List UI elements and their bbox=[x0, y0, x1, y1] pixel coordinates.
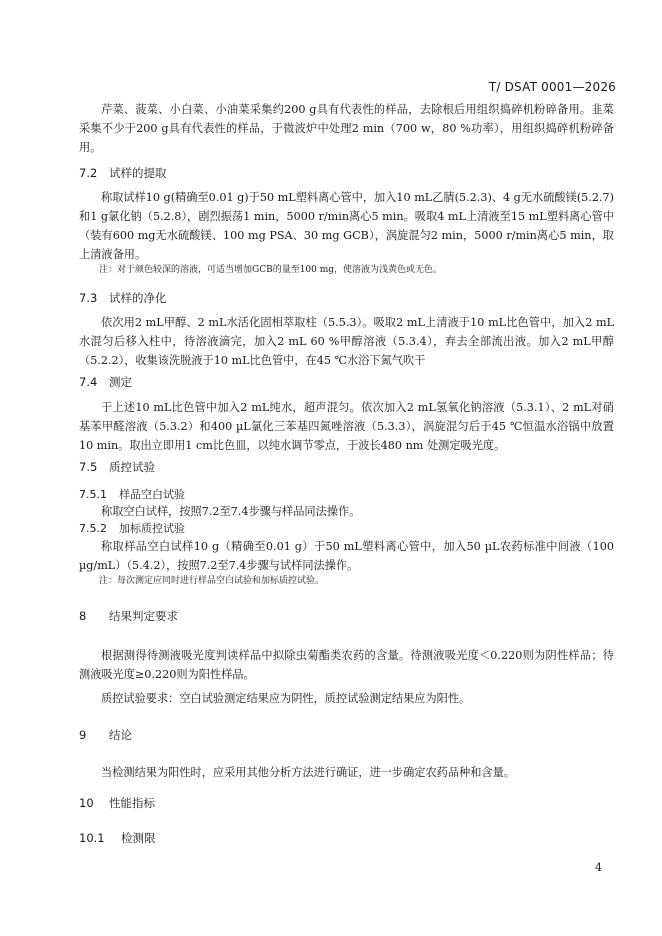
section-8-paragraph-2: 质控试验要求：空白试验测定结果应为阴性，质控试验测定结果应为阳性。 bbox=[101, 692, 471, 705]
subsection-title: 加标质控试验 bbox=[119, 522, 185, 535]
section-7-2-body: 称取试样10 g(精确至0.01 g)于50 mL塑料离心管中，加入10 mL乙腈(5.2.3)、4 g无水硫酸镁(5.2.7)和1 g氯化钠（5.2.8），剧烈振荡1 min，5000 r/min离心5 min。吸取4 mL上清液至15 mL塑料离心管中（装有600 mg无水硫酸镁、100 mg PSA、30 mg GCB），涡旋混匀2 min，5000 r/min离心5 min，取上清液备用。 bbox=[79, 191, 614, 261]
section-7-4-heading bbox=[79, 374, 132, 390]
section-10-1-heading bbox=[79, 830, 156, 846]
section-title: 检测限 bbox=[121, 831, 156, 845]
section-9-heading bbox=[79, 727, 132, 743]
section-number: 10 bbox=[79, 796, 94, 810]
section-7-5-1-heading bbox=[79, 487, 185, 502]
section-7-2-heading bbox=[79, 165, 167, 181]
section-8-heading bbox=[79, 608, 178, 624]
section-number: 8 bbox=[79, 609, 87, 623]
section-10-heading bbox=[79, 795, 155, 811]
section-7-4-body: 于上述10 mL比色管中加入2 mL纯水，超声混匀。依次加入2 mL氢氧化钠溶液（5.3.1）、2 mL对硝基苯甲醛溶液（5.3.2）和400 µL氯化三苯基四氮唑溶液（5.3.3），涡旋混匀后于45 ℃恒温水浴锅中放置10 min。取出立即用1 cm比色皿，以纯水调节零点，于波长480 nm 处测定吸光度。 bbox=[79, 401, 614, 452]
section-title: 质控试验 bbox=[109, 460, 155, 474]
section-7-5-1-body: 称取空白试样，按照7.2至7.4步骤与样品同法操作。 bbox=[101, 505, 361, 518]
section-title: 试样的净化 bbox=[109, 291, 167, 305]
section-7-5-note: 注：每次测定应同时进行样品空白试验和加标质控试验。 bbox=[99, 576, 325, 586]
section-7-5-2-heading bbox=[79, 521, 185, 536]
section-number: 7.5 bbox=[79, 460, 98, 474]
section-title: 结论 bbox=[109, 728, 132, 742]
section-number: 7.3 bbox=[79, 291, 98, 305]
section-7-5-heading bbox=[79, 459, 155, 475]
section-7-3-body: 依次用2 mL甲醇、2 mL水活化固相萃取柱（5.5.3）。吸取2 mL上清液于10 mL比色管中，加入2 mL水混匀后移入柱中，待溶液滴完，加入2 mL 60 %甲醇溶液（5.3.4），弃去全部流出液。加入2 mL甲醇（5.2.2），收集该洗脱液于10 mL比色管中，在45 ℃水浴下氮气吹干 bbox=[79, 316, 614, 367]
document-id-header: T/ DSAT 0001—2026 bbox=[488, 80, 616, 94]
section-title: 测定 bbox=[109, 375, 132, 389]
page-number: 4 bbox=[595, 861, 602, 874]
section-title: 结果判定要求 bbox=[109, 609, 178, 623]
section-7-2-note: 注：对于颜色较深的溶液，可适当增加GCB的量至100 mg，使溶液为浅黄色或无色。 bbox=[99, 265, 443, 275]
section-8-paragraph-1: 根据测得待测液吸光度判读样品中拟除虫菊酯类农药的含量。待测液吸光度＜0.220则为阴性样品；待测液吸光度≥0.220则为阳性样品。 bbox=[79, 649, 614, 681]
section-9-paragraph: 当检测结果为阳性时，应采用其他分析方法进行确证，进一步确定农药品种和含量。 bbox=[101, 766, 515, 779]
section-number: 9 bbox=[79, 728, 87, 742]
subsection-number: 7.5.2 bbox=[79, 522, 107, 535]
section-title: 试样的提取 bbox=[109, 166, 167, 180]
section-title: 性能指标 bbox=[109, 796, 155, 810]
subsection-number: 7.5.1 bbox=[79, 488, 107, 501]
subsection-title: 样品空白试验 bbox=[119, 488, 185, 501]
section-7-5-2-body: 称取样品空白试样10 g（精确至0.01 g）于50 mL塑料离心管中，加入50 µL农药标准中间液（100 µg/mL）（5.4.2），按照7.2至7.4步骤与试样同法操作。 bbox=[79, 540, 614, 572]
section-7-3-heading bbox=[79, 290, 167, 306]
section-number: 7.2 bbox=[79, 166, 98, 180]
intro-paragraph: 芹菜、菠菜、小白菜、小油菜采集约200 g具有代表性的样品，去除根后用组织捣碎机粉碎备用。韭菜采集不少于200 g具有代表性的样品，于微波炉中处理2 min（700 w，80 %功率），用组织捣碎机粉碎备用。 bbox=[79, 103, 614, 154]
section-number: 7.4 bbox=[79, 375, 98, 389]
section-number: 10.1 bbox=[79, 831, 105, 845]
